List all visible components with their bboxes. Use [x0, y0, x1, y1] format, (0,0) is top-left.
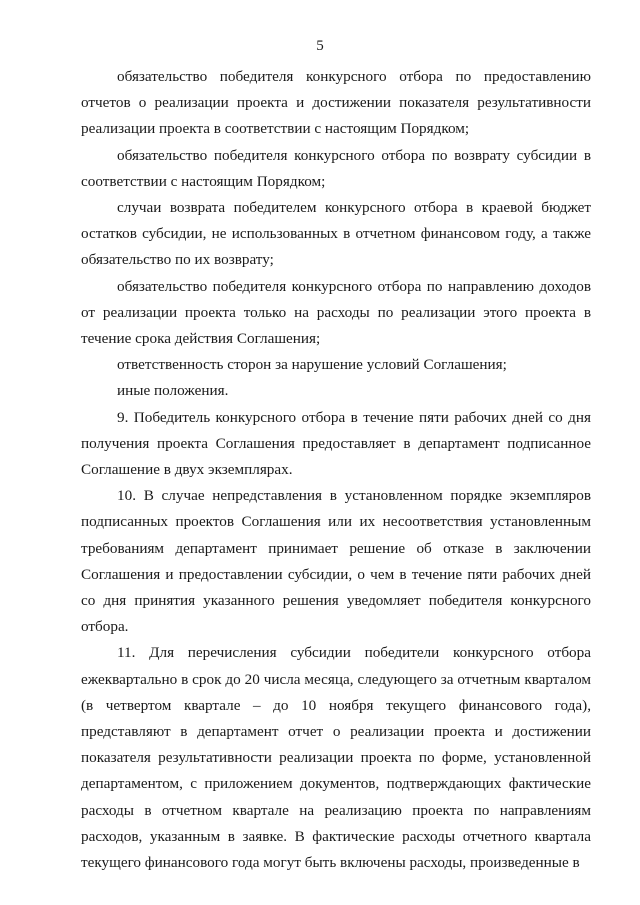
paragraph-liability: ответственность сторон за нарушение условий Соглашения; — [117, 356, 507, 374]
paragraph-clause-10: 10. В случае непредставления в установленном порядке экземпляров подписанных проектов Соглашения или их несоответствия установленным требованиям департамент принимает решение об отказе в заключении Соглашения и предоставлении субсидии, о чем в течение пяти рабочих дней со дня принятия указанного решения уведомляет победителя конкурсного отбора. — [81, 487, 591, 636]
document-body — [81, 64, 591, 876]
paragraph-report-obligation: обязательство победителя конкурсного отбора по предоставлению отчетов о реализации проекта и достижении показателя результативности реализации проекта в соответствии с настоящим Порядком; — [81, 68, 591, 138]
paragraph-unused-balance-return: случаи возврата победителем конкурсного отбора в краевой бюджет остатков субсидии, не использованных в отчетном финансовом году, а также обязательство по их возврату; — [81, 199, 591, 269]
paragraph-other-provisions: иные положения. — [117, 382, 229, 400]
paragraph-refund-obligation: обязательство победителя конкурсного отбора по возврату субсидии в соответствии с настоящим Порядком; — [81, 146, 591, 190]
page-number: 5 — [316, 38, 324, 54]
paragraph-income-direction: обязательство победителя конкурсного отбора по направлению доходов от реализации проекта только на расходы по реализации этого проекта в течение срока действия Соглашения; — [81, 277, 591, 348]
paragraph-clause-9: 9. Победитель конкурсного отбора в течение пяти рабочих дней со дня получения проекта Соглашения предоставляет в департамент подписанное Соглашение в двух экземплярах. — [81, 408, 591, 479]
paragraph-clause-11: 11. Для перечисления субсидии победители конкурсного отбора ежеквартально в срок до 20 числа месяца, следующего за отчетным кварталом (в четвертом квартале – до 10 ноября текущего финансового года), представляют в департамент отчет о реализации проекта и достижении показателя результативности реализации проекта по форме, установленной департаментом, с приложением документов, подтверждающих фактические расходы в отчетном квартале на реализацию проекта по направлениям расходов, указанным в заявке. В фактические расходы отчетного квартала текущего финансового года могут быть включены расходы, произведенные в — [81, 644, 591, 872]
